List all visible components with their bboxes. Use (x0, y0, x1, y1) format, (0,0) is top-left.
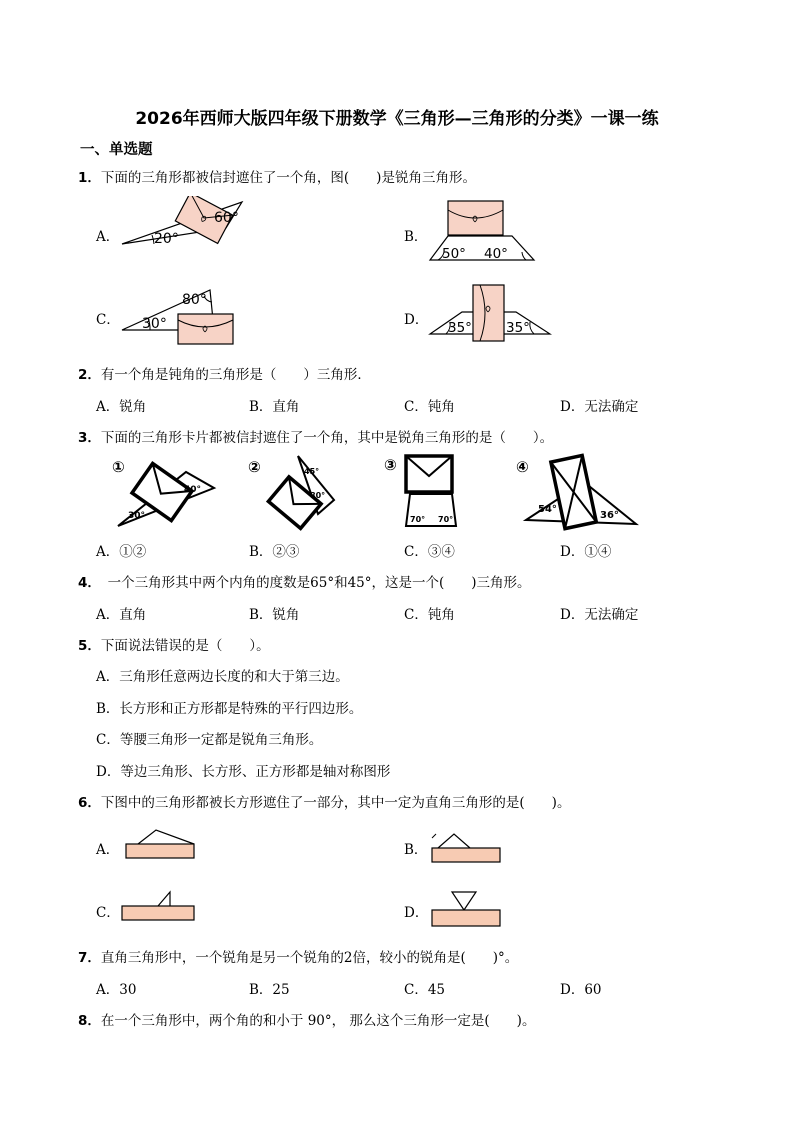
q1c-angle-2: 80° (182, 292, 207, 308)
q1b-angle-2: 40° (484, 246, 508, 262)
option-b[interactable]: B．长方形和正方形都是特殊的平行四边形。 (96, 701, 363, 717)
option-c[interactable]: C． (96, 905, 120, 921)
option-c[interactable]: C．③④ (404, 544, 455, 560)
q3-4-angle-2: 36° (600, 510, 619, 521)
question-4 (78, 571, 531, 591)
question-1 (78, 166, 476, 186)
question-number: 1． (78, 170, 101, 186)
option-c[interactable]: C．钝角 (404, 399, 455, 415)
question-8 (78, 1009, 535, 1029)
q6-figure-c (118, 886, 198, 926)
question-number: 4． (78, 575, 95, 591)
question-number: 3． (78, 430, 101, 446)
option-c[interactable]: C．45 (404, 982, 446, 998)
option-d[interactable]: D．60 (560, 982, 602, 998)
question-7 (78, 946, 518, 966)
q6-figure-d (428, 888, 504, 932)
question-2 (78, 363, 371, 383)
option-b[interactable]: B．直角 (249, 399, 300, 415)
question-text: 下面的三角形卡片都被信封遮住了一个角，其中是锐角三角形的是（ ）。 (100, 430, 554, 446)
q1a-angle-2: 60° (214, 210, 239, 226)
q6-figure-b (428, 830, 504, 866)
option-c[interactable]: C．钝角 (404, 607, 455, 623)
question-text: 下图中的三角形都被长方形遮住了一部分，其中一定为直角三角形的是( )。 (100, 795, 571, 811)
option-b[interactable]: B． (404, 229, 428, 245)
option-a[interactable]: A． (96, 229, 120, 245)
q3-card-3 (382, 452, 462, 532)
question-text: 下面说法错误的是（ ）。 (100, 638, 270, 654)
option-b[interactable]: B．25 (249, 982, 290, 998)
q1a-angle-1: 20° (154, 231, 179, 247)
q3-4-angle-1: 54° (538, 504, 557, 515)
marker-1: ① (112, 458, 125, 476)
option-a[interactable]: A．直角 (96, 607, 147, 623)
q6-figure-a (122, 826, 198, 862)
q3-card-1 (110, 452, 222, 532)
option-a[interactable]: A．①② (96, 544, 147, 560)
question-number: 5． (78, 638, 101, 654)
option-d[interactable]: D．无法确定 (560, 399, 639, 415)
option-a[interactable]: A．锐角 (96, 399, 147, 415)
option-b[interactable]: B．②③ (249, 544, 300, 560)
option-a[interactable]: A．三角形任意两边长度的和大于第三边。 (96, 669, 349, 685)
q1c-angle-1: 30° (142, 316, 167, 332)
section-heading: 一、单选题 (80, 142, 153, 158)
q3-card-2 (246, 452, 342, 532)
option-c[interactable]: C． (96, 312, 120, 328)
question-text: 下面的三角形都被信封遮住了一个角，图( )是锐角三角形。 (100, 170, 476, 186)
option-c[interactable]: C．等腰三角形一定都是锐角三角形。 (96, 732, 323, 748)
option-d[interactable]: D．等边三角形、长方形、正方形都是轴对称图形 (96, 764, 391, 780)
option-d[interactable]: D． (404, 905, 429, 921)
q1-figure-c (118, 282, 248, 346)
q1d-angle-1: 35° (448, 320, 472, 336)
q3-3-angle-2: 70° (438, 515, 454, 524)
q3-2-angle-2: 80° (310, 491, 326, 500)
q1b-angle-1: 50° (442, 246, 466, 262)
question-number: 2． (78, 367, 101, 383)
question-number: 7． (78, 950, 101, 966)
question-6 (78, 791, 570, 811)
q3-2-angle-1: 45° (304, 467, 320, 476)
option-d[interactable]: D．无法确定 (560, 607, 639, 623)
q1-figure-d (428, 282, 552, 346)
option-b[interactable]: B． (404, 842, 428, 858)
question-text: 有一个角是钝角的三角形是（ ）三角形． (100, 367, 371, 383)
q3-3-angle-1: 70° (410, 515, 426, 524)
page-title: 2026年西师大版四年级下册数学《三角形—三角形的分类》一课一练 (135, 109, 659, 129)
marker-2: ② (248, 458, 261, 476)
q3-1-angle-1: 40° (184, 485, 202, 495)
question-text: 一个三角形其中两个内角的度数是65°和45°，这是一个( )三角形。 (94, 575, 531, 591)
q3-1-angle-2: 30° (128, 511, 146, 521)
question-text: 在一个三角形中，两个角的和小于 90°， 那么这个三角形一定是( )。 (100, 1013, 536, 1029)
q1d-angle-2: 35° (506, 320, 530, 336)
question-number: 6． (78, 795, 101, 811)
marker-3: ③ (384, 456, 397, 474)
question-text: 直角三角形中，一个锐角是另一个锐角的2倍，较小的锐角是( )°。 (100, 950, 519, 966)
option-d[interactable]: D． (404, 312, 429, 328)
marker-4: ④ (516, 458, 529, 476)
q3-card-4 (514, 452, 642, 532)
question-number: 8． (78, 1013, 101, 1029)
option-a[interactable]: A．30 (96, 982, 137, 998)
question-5 (78, 634, 270, 654)
option-a[interactable]: A． (96, 842, 120, 858)
option-d[interactable]: D．①④ (560, 544, 612, 560)
q1-figure-a (118, 196, 258, 258)
q1-figure-b (428, 198, 538, 264)
option-b[interactable]: B．锐角 (249, 607, 300, 623)
question-3 (78, 426, 553, 446)
